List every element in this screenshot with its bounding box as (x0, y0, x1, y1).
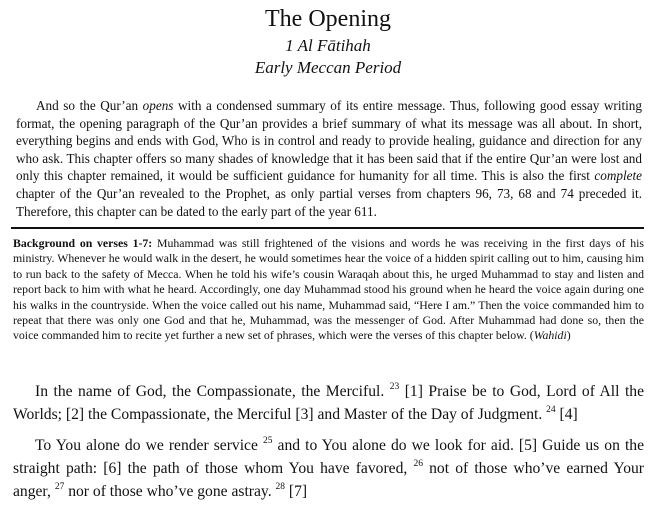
verse-text: [7] (285, 483, 308, 500)
intro-text-1: And so the Qur’an (36, 98, 143, 113)
intro-emphasis-opens: opens (142, 98, 174, 113)
background-source: Wahidi (533, 328, 567, 343)
verses-5-7 (13, 434, 644, 503)
background-close: ) (566, 328, 571, 343)
verse-text: [4] (555, 406, 578, 423)
footnote-27[interactable]: 27 (54, 481, 65, 492)
verse-text: not of those who’ve earned Your anger, (13, 460, 644, 500)
verse-text: To You alone do we render service (35, 437, 263, 454)
verse-text: nor of those who’ve gone astray. (64, 483, 276, 500)
surah-name: 1 Al Fātihah (285, 36, 371, 55)
footnote-28[interactable]: 28 (275, 481, 285, 492)
intro-emphasis-complete: complete (594, 168, 642, 184)
verse-text: and to You alone do we look for aid. [5] Guide us on the straight path: [6] the path of those whom You have favored, (13, 437, 645, 477)
verses-1-4 (13, 380, 644, 426)
background-heading: Background on verses 1-7: (13, 236, 153, 250)
intro-text-3: chapter of the Qur’an revealed to the Prophet, as only partial verses from chapters 96, 73, 68 and 74 preceded it. Therefore, this chapter can be dated to the early part of the year 611. (16, 185, 642, 219)
footnote-25[interactable]: 25 (262, 435, 273, 446)
footnote-24[interactable]: 24 (546, 404, 556, 415)
section-divider (11, 227, 644, 229)
intro-text-2: with a condensed summary of its entire message. Thus, following good essay writing format, the opening paragraph of the Qur’an provides a brief summary of what its message was all about. In short, everything begins and ends with God, Who is in control and ready to provide healing, guidance and direction for any who ask. This chapter offers so many shades of knowledge that it has been said that if the entire Qur’an were lost and only this chapter remained, it would be sufficient guidance for humanity for all time. This is also the first (16, 98, 642, 184)
intro-paragraph (16, 97, 642, 220)
verse-text: [1] Praise be to God, Lord of All the Worlds; [2] the Compassionate, the Merciful [3] and Master of the Day of Judgment. (13, 383, 644, 423)
verse-text: In the name of God, the Compassionate, the Merciful. (35, 383, 390, 400)
footnote-23[interactable]: 23 (389, 381, 400, 392)
background-text: Muhammad was still frightened of the visions and words he was receiving in the first days of his ministry. Whenever he would walk in the desert, he would sometimes hear the voice of a hidden spirit calling out to him, causing him to run back to the safety of Mecca. When he told his wife’s cousin Waraqah about this, he urged Muhammad to stay and listen and report back to him with what he heard. Accordingly, one day Muhammad stood his ground when he heard the voice again during one his walks in the countryside. When the voice called out his name, Muhammad said, “Here I am.” Then the voice commanded him to repeat that there was only one God and that he, Muhammad, was the messenger of God. After Muhammad had done so, then the voice commanded him to recite yet further a new set of phrases, which were the verses of this chapter below. ( (13, 236, 644, 343)
revelation-period: Early Meccan Period (254, 58, 402, 77)
footnote-26[interactable]: 26 (413, 458, 423, 469)
background-paragraph (13, 236, 644, 344)
chapter-title: The Opening (265, 6, 391, 32)
